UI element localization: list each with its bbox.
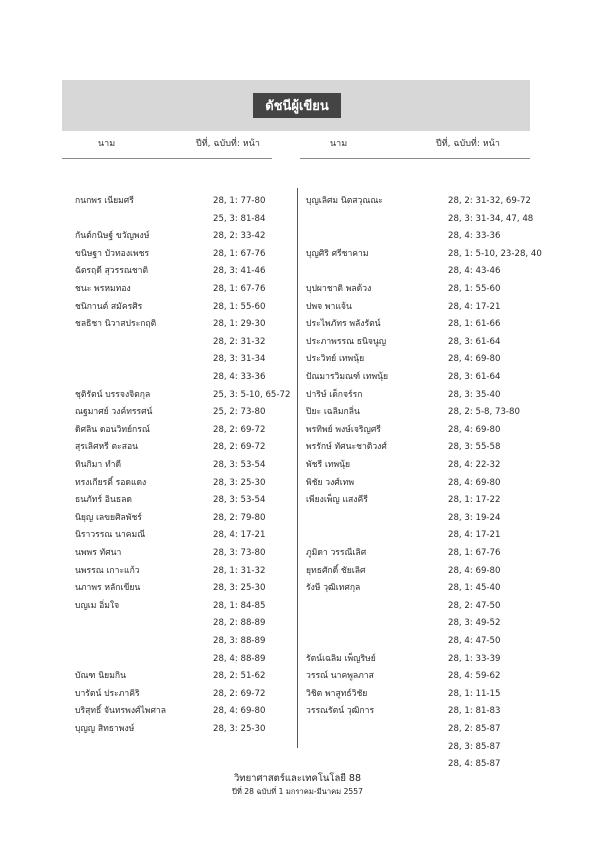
right-author-reference: 28, 2: 5-8, 73-80 — [448, 407, 520, 418]
left-author-reference: 28, 3: 31-34 — [213, 354, 266, 365]
right-author-name: วรรณรัตน์ วุฒิการ — [306, 706, 375, 717]
right-author-reference: 28, 4: 59-62 — [448, 671, 501, 682]
left-author-name: ชนิกานต์ สมัครศิร — [75, 301, 143, 312]
right-author-reference: 28, 4: 85-87 — [448, 759, 501, 770]
left-author-reference: 28, 3: 88-89 — [213, 636, 266, 646]
right-author-reference: 28, 4: 22-32 — [448, 460, 501, 470]
right-author-name: เพียงเพ็ญ แสงคีรี — [306, 495, 368, 506]
right-author-name: ภูมิดา วรรณีเลิศ — [306, 548, 367, 558]
right-author-name: วรรณ์ นาคพูลภาส — [306, 671, 374, 682]
right-author-reference: 28, 3: 31-34, 47, 48 — [448, 213, 534, 224]
right-author-name: ประภาพรรณ ธนิจนูญ — [306, 336, 387, 347]
page-title: ดัชนีผู้เขียน — [253, 93, 341, 118]
left-author-name: นิยุญ เลขยศิลพัชร์ — [75, 512, 142, 523]
right-author-name: รังษี วุฒิเทศกุล — [306, 583, 361, 594]
right-author-name: พิชัย วงศ์เทพ — [306, 477, 355, 488]
left-author-name: สุรเลิศหรี ตะสอน — [75, 442, 139, 453]
left-author-name: บัณฑ นิยมกิน — [75, 671, 126, 682]
left-author-reference: 28, 4: 33-36 — [213, 372, 266, 382]
right-ref-header: ปีที่, ฉบับที่: หน้า — [436, 139, 500, 149]
right-author-reference: 28, 4: 43-46 — [448, 266, 501, 277]
right-author-reference: 28, 4: 69-80 — [448, 354, 501, 365]
left-author-reference: 28, 1: 31-32 — [213, 565, 266, 576]
left-author-name: ชุติรัตน์ บรรจงจิตกุล — [75, 389, 151, 400]
right-author-reference: 28, 1: 11-15 — [448, 688, 501, 699]
right-author-name: ยุทธศักดิ์ ชัยเลิศ — [306, 565, 366, 576]
left-author-reference: 28, 1: 29-30 — [213, 319, 266, 330]
left-author-reference: 28, 2: 69-72 — [213, 442, 266, 453]
left-author-reference: 28, 3: 25-30 — [213, 724, 266, 734]
left-author-name: ณฐมาศย์ วงค์ทรรศน์ — [75, 407, 153, 418]
left-author-name: ดิศลิน ดอนวิทย์กรณ์ — [75, 424, 150, 435]
left-author-name: กันต์กนิษฐ์ ขวัญพงษ์ — [75, 231, 150, 242]
right-author-name: พรทิพย์ พงษ์เจริญศรี — [306, 424, 381, 435]
left-author-name: บญเม อิ่มใจ — [75, 600, 120, 611]
right-author-name: ประไพภัทร พลังรัตน์ — [306, 319, 381, 330]
right-author-reference: 28, 3: 61-64 — [448, 336, 501, 347]
right-header-rule — [300, 158, 530, 159]
left-author-reference: 28, 1: 55-60 — [213, 301, 266, 312]
left-author-reference: 28, 2: 51-62 — [213, 671, 266, 682]
right-author-reference: 28, 1: 45-40 — [448, 583, 501, 594]
right-author-reference: 28, 2: 47-50 — [448, 600, 501, 611]
right-author-reference: 28, 4: 17-21 — [448, 301, 501, 312]
right-author-reference: 28, 3: 55-58 — [448, 442, 501, 453]
left-author-name: ทรงเกียรติ์ รอดแดง — [75, 477, 147, 488]
right-author-name: ประวิทย์ เทพนุ้ย — [306, 354, 365, 365]
right-author-name: บุญศิริ ศรีชาคาม — [306, 248, 369, 259]
left-author-name: นพพร ทัศนา — [75, 548, 122, 558]
left-author-reference: 28, 3: 25-30 — [213, 477, 266, 488]
right-author-name: ปัณมารวิมณฑ์ เทพนุ้ย — [306, 372, 389, 382]
right-author-reference: 28, 2: 85-87 — [448, 724, 501, 734]
right-author-reference: 28, 3: 35-40 — [448, 389, 501, 400]
left-author-reference: 28, 1: 67-76 — [213, 284, 266, 294]
right-author-reference: 28, 1: 55-60 — [448, 284, 501, 294]
right-author-reference: 28, 1: 61-66 — [448, 319, 501, 330]
left-header-rule — [62, 158, 272, 159]
left-ref-header: ปีที่, ฉบับที่: หน้า — [196, 139, 260, 149]
right-author-name: พรรักษ์ ทัศนะชาติวงศ์ — [306, 442, 387, 453]
left-author-name: กนกพร เนียมศรี — [75, 196, 134, 206]
right-author-reference: 28, 2: 31-32, 69-72 — [448, 196, 531, 206]
right-author-reference: 28, 3: 19-24 — [448, 512, 501, 523]
left-author-reference: 28, 2: 69-72 — [213, 688, 266, 699]
left-author-name: นพรรณ เกาะแก้ว — [75, 565, 140, 576]
left-author-reference: 28, 3: 53-54 — [213, 460, 266, 470]
right-author-reference: 28, 4: 69-80 — [448, 477, 501, 488]
right-author-reference: 28, 4: 69-80 — [448, 424, 501, 435]
left-author-name: ขนิษฐา บัวทองเพชร — [75, 248, 150, 259]
left-author-reference: 28, 1: 77-80 — [213, 196, 266, 206]
left-name-header: นาม — [98, 139, 116, 149]
footer-journal-title: วิทยาศาสตร์และเทคโนโลยี 88 — [233, 773, 362, 784]
right-author-reference: 28, 1: 17-22 — [448, 495, 501, 506]
right-author-reference: 28, 1: 67-76 — [448, 548, 501, 558]
left-author-reference: 28, 2: 31-32 — [213, 336, 266, 347]
right-author-name: วิชิต พาสูทธ์วิชัย — [306, 688, 368, 699]
right-author-reference: 28, 4: 33-36 — [448, 231, 501, 242]
left-author-reference: 28, 2: 33-42 — [213, 231, 266, 242]
right-author-name: ปิยะ เฉลิมกลิ่น — [306, 407, 360, 418]
right-author-reference: 28, 4: 69-80 — [448, 565, 501, 576]
left-author-reference: 28, 3: 53-54 — [213, 495, 266, 506]
right-author-name: ปพจ พาแจ้น — [306, 301, 352, 312]
column-divider — [297, 188, 298, 748]
right-name-header: นาม — [330, 139, 348, 149]
right-author-reference: 28, 1: 33-39 — [448, 653, 501, 664]
right-author-reference: 28, 3: 85-87 — [448, 741, 501, 752]
left-author-name: ธนภัทร์ อินธลด — [75, 495, 132, 506]
left-author-reference: 28, 4: 17-21 — [213, 530, 266, 541]
left-author-name: บารัตน์ ประภาคิริ — [75, 688, 140, 699]
left-author-name: ชนะ พรหมทอง — [75, 284, 131, 294]
right-author-name: ปาริษ์ เด็กจร์รก — [306, 389, 363, 400]
left-author-reference: 28, 3: 25-30 — [213, 583, 266, 594]
right-author-name: บุปผาชาติ พลด้วง — [306, 284, 372, 294]
left-author-reference: 28, 1: 84-85 — [213, 600, 266, 611]
left-author-reference: 28, 2: 79-80 — [213, 512, 266, 523]
left-author-name: บริสุทธิ์ จันทรพงศ์ไพศาล — [75, 706, 166, 717]
left-author-reference: 28, 4: 88-89 — [213, 653, 266, 664]
footer-issue-info: ปีที่ 28 ฉบับที่ 1 มกราคม-มีนาคม 2557 — [232, 787, 363, 796]
left-author-name: ชลธิชา นิวาสประกฤติ — [75, 319, 157, 330]
right-author-reference: 28, 3: 49-52 — [448, 618, 501, 629]
left-author-name: นิราวรรณ นาคมณี — [75, 530, 146, 541]
left-author-reference: 28, 1: 67-76 — [213, 248, 266, 259]
right-author-reference: 28, 1: 5-10, 23-28, 40 — [448, 248, 542, 259]
right-author-reference: 28, 4: 17-21 — [448, 530, 501, 541]
left-author-reference: 25, 2: 73-80 — [213, 407, 266, 418]
right-author-name: พัชรี เทพนุ้ย — [306, 460, 351, 470]
right-author-name: บุญเลิศม นิตสวุณณะ — [306, 196, 383, 206]
left-author-reference: 28, 4: 69-80 — [213, 706, 266, 717]
right-author-reference: 28, 3: 61-64 — [448, 372, 501, 382]
left-author-name: บุญญ สิทธาพงษ์ — [75, 724, 135, 734]
left-author-name: ทินกิมา ทำดี — [75, 460, 122, 470]
left-author-name: ฉัตรฤดี สุวรรณชาติ — [75, 266, 149, 277]
left-author-reference: 28, 3: 73-80 — [213, 548, 266, 558]
right-author-name: รัตน์เฉลิม เพ็ญริษย์ — [306, 653, 376, 664]
right-author-reference: 28, 4: 47-50 — [448, 636, 501, 646]
left-author-reference: 25, 3: 5-10, 65-72 — [213, 389, 291, 400]
left-author-name: นภาพร หลักเขียน — [75, 583, 141, 594]
left-author-reference: 28, 2: 88-89 — [213, 618, 266, 629]
left-author-reference: 25, 3: 81-84 — [213, 213, 266, 224]
left-author-reference: 28, 3: 41-46 — [213, 266, 266, 277]
left-author-reference: 28, 2: 69-72 — [213, 424, 266, 435]
right-author-reference: 28, 1: 81-83 — [448, 706, 501, 717]
